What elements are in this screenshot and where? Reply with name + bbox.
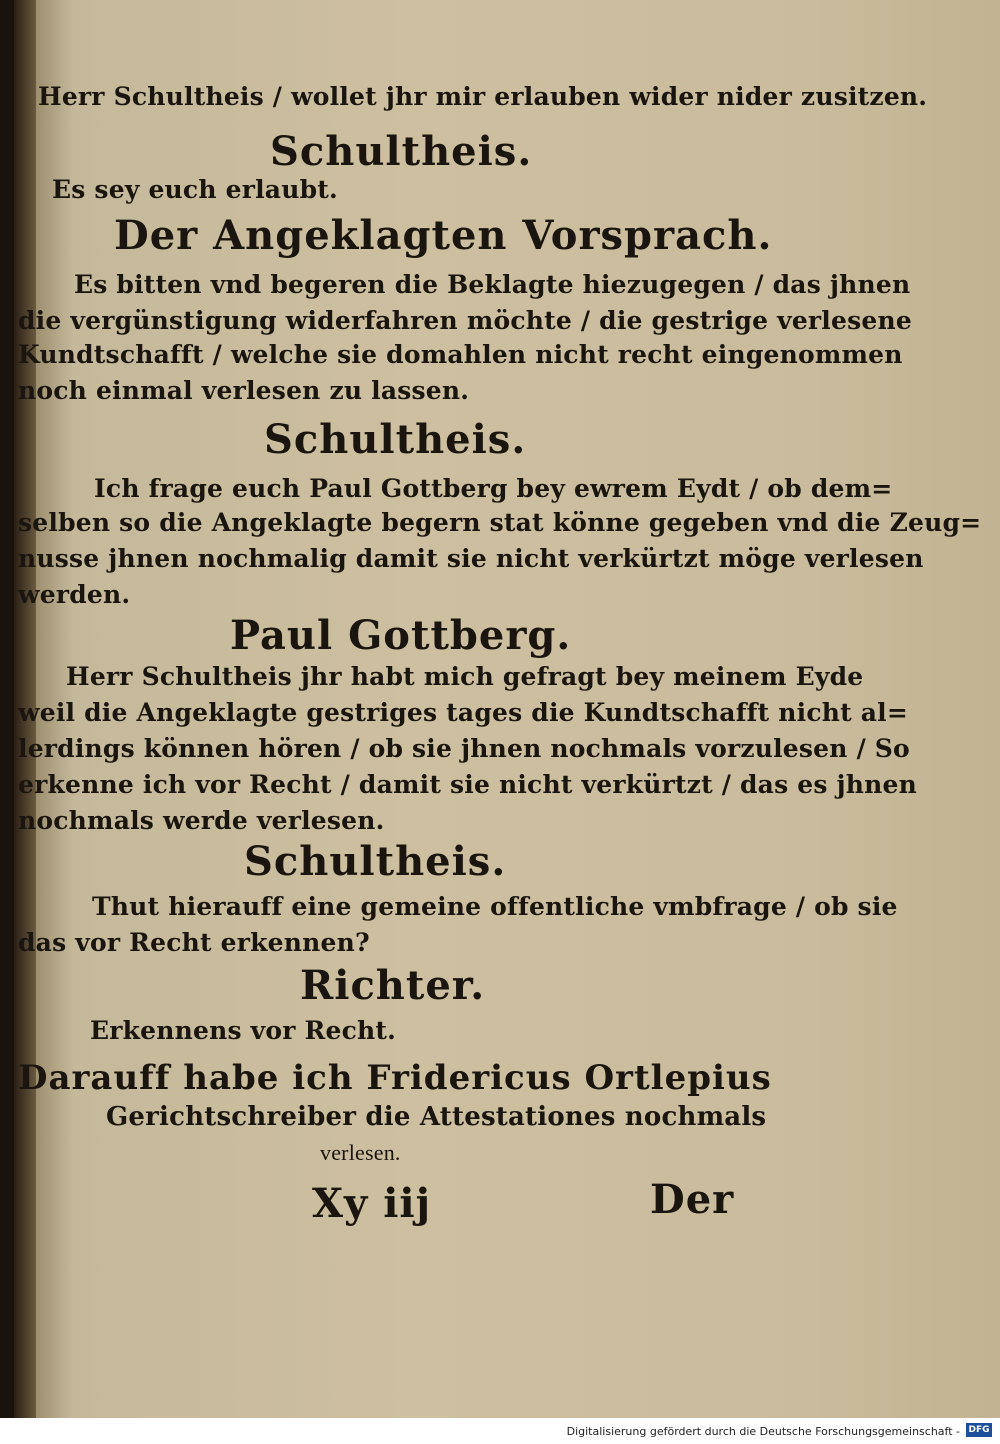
speaker-heading: Schultheis. [264,416,527,463]
text-line: Es bitten vnd begeren die Beklagte hiezugegen / das jhnen [74,270,911,299]
text-line: das vor Recht erkennen? [18,928,370,957]
text-line: Gerichtschreiber die Attestationes nochmals [106,1102,767,1132]
text-line: verlesen. [320,1140,401,1165]
text-line: Kundtschafft / welche sie domahlen nicht recht eingenommen [18,340,903,369]
text-line: Darauff habe ich Fridericus Ortlepius [18,1058,772,1098]
text-line: nochmals werde verlesen. [18,806,385,835]
text-line: Es sey euch erlaubt. [52,175,338,204]
text-line: nusse jhnen nochmalig damit sie nicht verkürtzt möge verlesen [18,544,924,573]
book-page [14,0,1000,1418]
text-line: die vergünstigung widerfahren möchte / die gestrige verlesene [18,306,912,335]
text-line: Ich frage euch Paul Gottberg bey ewrem Eydt / ob dem= [94,474,893,503]
text-line: noch einmal verlesen zu lassen. [18,376,470,405]
speaker-heading: Schultheis. [270,128,533,175]
dfg-logo: DFG [966,1423,992,1437]
text-line: Erkennens vor Recht. [90,1016,397,1045]
speaker-heading: Schultheis. [244,838,507,885]
speaker-heading: Paul Gottberg. [230,612,572,659]
text-line: weil die Angeklagte gestriges tages die Kundtschafft nicht al= [18,698,909,727]
catchword: Der [650,1176,735,1223]
text-line: erkenne ich vor Recht / damit sie nicht verkürtzt / das es jhnen [18,770,918,799]
signature-mark: Xy iij [312,1180,432,1227]
text-line: Thut hierauff eine gemeine offentliche vmbfrage / ob sie [92,892,898,921]
speaker-heading: Der Angeklagten Vorsprach. [114,212,773,259]
text-line: selben so die Angeklagte begern stat könne gegeben vnd die Zeug= [18,508,982,537]
text-line: werden. [18,580,131,609]
text-line: Herr Schultheis jhr habt mich gefragt bey meinem Eyde [66,662,864,691]
text-line: Herr Schultheis / wollet jhr mir erlauben wider nider zusitzen. [38,82,928,111]
speaker-heading: Richter. [300,962,486,1009]
funding-note: Digitalisierung gefördert durch die Deutsche Forschungsgemeinschaft - [566,1425,960,1438]
text-line: lerdings können hören / ob sie jhnen nochmals vorzulesen / So [18,734,910,763]
footer-bar [0,1418,1000,1444]
